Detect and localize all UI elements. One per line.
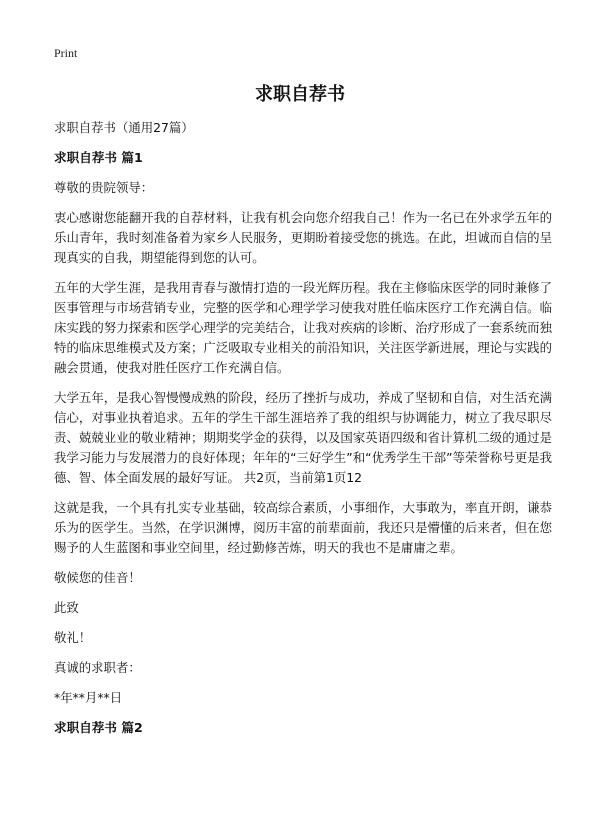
salutation-line-1: 此致 (54, 600, 79, 615)
closing-line: 敬候您的佳音！ (54, 570, 141, 585)
paragraph-growth: 大学五年，是我心智慢慢成熟的阶段，经历了挫折与成功，养成了坚韧和自信，对生活充满信心，对事业执着追求。五年的学生干部生涯培养了我的组织与协调能力，树立了我尽职尽责、兢兢业业的敬业精神；期期奖学金的获得，以及国家英语四级和省计算机二级的通过是我学习能力与发展潜力的良好体现；年年的“三好学生”和“优秀学生干部”等荣誉称号更是我德、智、体全面发展的最好写证。 共2页，当前第1页12 (54, 390, 552, 485)
greeting: 尊敬的贵院领导： (54, 180, 154, 195)
section-heading-1: 求职自荐书 篇1 (54, 150, 143, 165)
page-title: 求职自荐书 (255, 84, 345, 105)
salutation-line-2: 敬礼！ (54, 630, 92, 645)
section-heading-2: 求职自荐书 篇2 (54, 720, 143, 735)
paragraph-education: 五年的大学生涯，是我用青春与激情打造的一段光辉历程。我在主修临床医学的同时兼修了医事管理与市场营销专业，完整的医学和心理学学习使我对胜任临床医疗工作充满自信。临床实践的努力探索和医学心理学的完美结合，让我对疾病的诊断、治疗形成了一套系统而独特的临床思维模式及方案；广泛吸取专业相关的前沿知识，关注医学新进展，理论与实践的融会贯通，使我对胜任医疗工作充满自信。 (54, 280, 552, 375)
paragraph-intro: 衷心感谢您能翻开我的自荐材料，让我有机会向您介绍我自己！作为一名已在外求学五年的乐山青年，我时刻准备着为家乡人民服务，更期盼着接受您的挑选。在此，坦诚而自信的呈现真实的自我，期望能得到您的认可。 (54, 210, 552, 265)
date-line: *年**月**日 (54, 690, 123, 705)
document-subtitle: 求职自荐书（通用27篇） (54, 120, 194, 135)
document-body (54, 118, 552, 748)
signature-line: 真诚的求职者： (54, 660, 141, 675)
paragraph-summary: 这就是我，一个具有扎实专业基础，较高综合素质，小事细作，大事敢为，率直开朗，谦恭乐为的医学生。当然，在学识渊博，阅历丰富的前辈面前，我还只是懵懂的后来者，但在您赐予的人生蓝图和事业空间里，经过勤修苦炼，明天的我也不是庸庸之辈。 (54, 500, 552, 555)
print-link[interactable]: Print (54, 46, 78, 60)
